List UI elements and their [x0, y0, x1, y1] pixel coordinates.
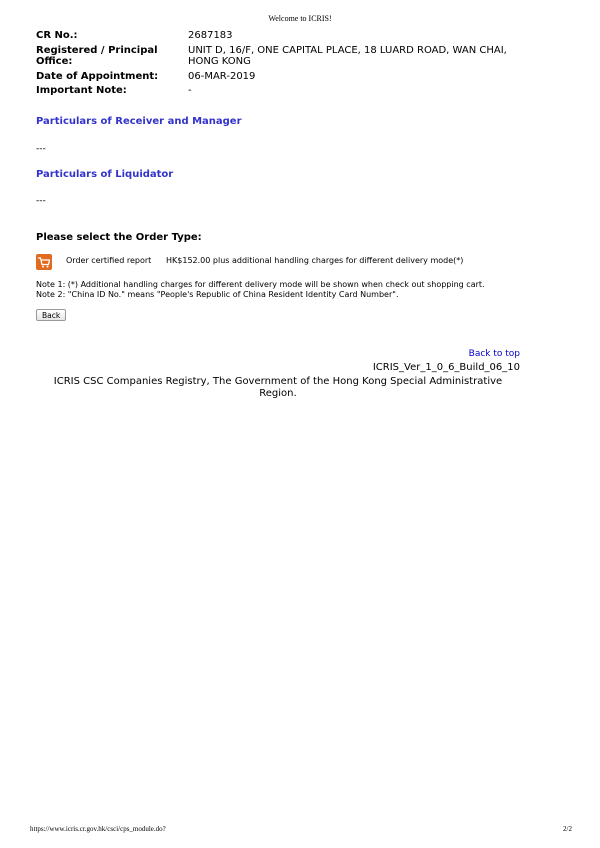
liquidator-value: --- — [36, 196, 46, 206]
office-label: Registered / Principal Office: — [36, 44, 158, 67]
office-value: UNIT D, 16/F, ONE CAPITAL PLACE, 18 LUARD ROAD, WAN CHAI, HONG KONG — [188, 44, 507, 67]
shopping-cart-icon[interactable] — [36, 254, 52, 270]
important-note-value: - — [188, 85, 192, 96]
office-row — [36, 45, 528, 71]
cr-no-label: CR No.: — [36, 30, 78, 41]
order-certified-report-label: Order certified report — [66, 256, 152, 265]
appointment-label: Date of Appointment: — [36, 70, 159, 82]
note-2: Note 2: "China ID No." means "People's Republic of China Resident Identity Card Number". — [36, 290, 399, 299]
order-type-title: Please select the Order Type: — [36, 232, 202, 243]
back-button[interactable]: Back — [36, 309, 66, 321]
footer-text: ICRIS CSC Companies Registry, The Government of the Hong Kong Special Administrative Region. — [53, 376, 503, 399]
notes-block — [36, 280, 485, 300]
print-page-number: 2/2 — [563, 825, 572, 833]
note-1: Note 1: (*) Additional handling charges for different delivery mode will be shown when check out shopping cart. — [36, 280, 485, 289]
cr-no-row — [36, 30, 528, 45]
receiver-section-title: Particulars of Receiver and Manager — [36, 116, 242, 127]
important-note-label: Important Note: — [36, 85, 127, 96]
liquidator-section-title: Particulars of Liquidator — [36, 169, 174, 180]
important-note-row — [36, 85, 528, 100]
back-to-top-link[interactable]: Back to top — [468, 349, 520, 359]
order-price-text: HK$152.00 plus additional handling charges for different delivery mode(*) — [166, 256, 464, 265]
version-text: ICRIS_Ver_1_0_6_Build_06_10 — [372, 362, 520, 373]
appointment-value: 06-MAR-2019 — [188, 70, 256, 82]
print-page-title: Welcome to ICRIS! — [268, 14, 332, 23]
cr-no-value: 2687183 — [188, 30, 233, 41]
receiver-value: --- — [36, 144, 46, 154]
print-url: https://www.icris.cr.gov.hk/csci/cps_module.do? — [30, 825, 166, 833]
appointment-row — [36, 71, 528, 86]
company-info-table — [36, 30, 528, 100]
